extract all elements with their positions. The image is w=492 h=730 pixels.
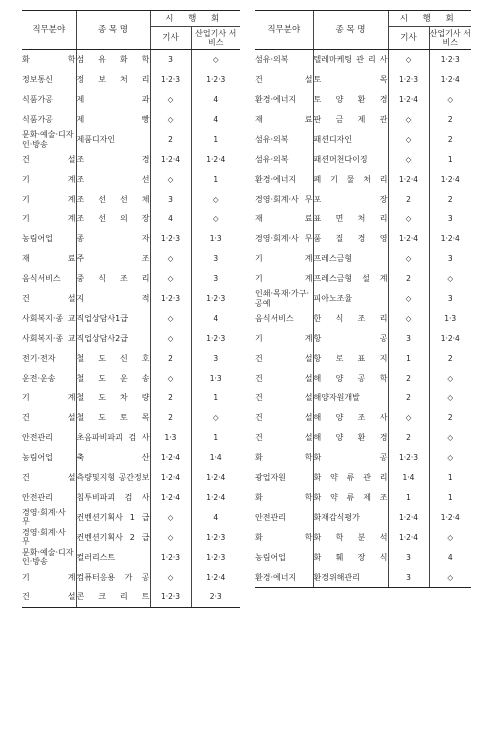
row-sanup: 2 <box>429 130 471 150</box>
row-sanup: 1 <box>191 388 240 408</box>
row-item: 프레스금형 설 계 <box>313 269 388 289</box>
row-item: 조 경 <box>76 149 150 169</box>
row-sanup: 2·3 <box>191 587 240 607</box>
row-field: 건 설 <box>22 413 76 423</box>
row-item: 항 로 표 지 <box>313 348 388 368</box>
row-gisa: ◇ <box>388 249 429 269</box>
row-field: 인쇄·목재·가구·공예 <box>255 289 309 308</box>
row-sanup: 2 <box>429 189 471 209</box>
table-row <box>22 507 240 527</box>
row-sanup: 1·2·3 <box>191 289 240 309</box>
row-field: 환경·에너지 <box>255 174 297 184</box>
row-sanup: 3 <box>191 348 240 368</box>
table-row <box>255 547 471 567</box>
row-gisa: 1·2·3 <box>388 70 429 90</box>
table-row <box>22 169 240 189</box>
row-field: 섬유·의복 <box>255 154 289 164</box>
row-sanup: 1·2·3 <box>429 50 471 70</box>
row-item: 화 훼 장 식 <box>313 547 388 567</box>
table-row <box>255 90 471 110</box>
row-field: 건 설 <box>255 75 313 85</box>
row-item: 피아노조율 <box>313 289 388 309</box>
row-item: 철 도 토 목 <box>76 408 150 428</box>
table-row <box>255 448 471 468</box>
row-sanup: ◇ <box>191 408 240 428</box>
table-row <box>22 309 240 329</box>
row-field: 농림어업 <box>22 234 53 244</box>
row-item: 토 양 환 경 <box>313 90 388 110</box>
row-sanup: 1 <box>429 488 471 508</box>
row-sanup: 1·3 <box>429 309 471 329</box>
row-sanup: ◇ <box>429 368 471 388</box>
table-row <box>22 149 240 169</box>
row-sanup: 4 <box>191 90 240 110</box>
row-item: 해 양 환 경 <box>313 428 388 448</box>
table-row <box>255 368 471 388</box>
row-sanup: 1·2·4 <box>429 169 471 189</box>
table-row <box>255 428 471 448</box>
row-gisa: 2 <box>150 388 191 408</box>
row-sanup: 1·2·4 <box>191 149 240 169</box>
row-item: 화 약 류 제 조 <box>313 488 388 508</box>
table-row <box>22 547 240 567</box>
row-item: 표 면 처 리 <box>313 209 388 229</box>
row-field: 건 설 <box>22 294 76 304</box>
row-gisa: 4 <box>150 209 191 229</box>
row-item: 철 도 차 량 <box>76 388 150 408</box>
exam-schedule-table-right <box>255 10 471 588</box>
row-gisa: 1·2·3 <box>388 448 429 468</box>
table-row <box>22 328 240 348</box>
row-item: 해 양 공 학 <box>313 368 388 388</box>
row-sanup: 1·2·3 <box>191 70 240 90</box>
header-exam: 시 행 회 <box>388 11 471 27</box>
row-field: 경영·회계·사 무 <box>22 528 66 547</box>
row-item: 화 학 분 석 <box>313 527 388 547</box>
table-row <box>255 110 471 130</box>
row-item: 화 공 <box>313 448 388 468</box>
row-field: 기 계 <box>22 194 76 204</box>
table-row <box>22 289 240 309</box>
header-field: 직무분야 <box>255 11 313 50</box>
row-item: 조 선 의 장 <box>76 209 150 229</box>
row-field: 사회복지·종 교 <box>22 333 76 343</box>
table-row <box>255 289 471 309</box>
row-field: 건 설 <box>22 154 76 164</box>
header-item: 종 목 명 <box>76 11 150 50</box>
row-item: 품 질 경 영 <box>313 229 388 249</box>
table-row <box>22 110 240 130</box>
row-field: 문화·예술·디자인·방송 <box>22 130 74 149</box>
row-field: 건 설 <box>255 393 313 403</box>
header-field: 직무분야 <box>22 11 76 50</box>
row-gisa: 1·2·3 <box>150 229 191 249</box>
row-item: 컨벤션기획사 2 급 <box>76 527 150 547</box>
row-field: 화 학 <box>255 453 313 463</box>
table-row <box>255 169 471 189</box>
header-sanup: 산업기사 서비스 <box>429 27 471 50</box>
table-row <box>255 149 471 169</box>
row-field: 화 학 <box>22 55 76 65</box>
table-row <box>255 408 471 428</box>
row-gisa: 2 <box>388 428 429 448</box>
row-field: 화 학 <box>255 532 313 542</box>
row-sanup: 2 <box>429 110 471 130</box>
row-item: 컬러리스트 <box>76 547 150 567</box>
row-gisa: ◇ <box>388 130 429 150</box>
row-gisa: 3 <box>388 328 429 348</box>
header-item: 종 목 명 <box>313 11 388 50</box>
table-row <box>22 587 240 607</box>
table-row <box>22 448 240 468</box>
row-item: 지 적 <box>76 289 150 309</box>
row-item: 제 과 <box>76 90 150 110</box>
row-gisa: ◇ <box>150 328 191 348</box>
row-gisa: 1·2·3 <box>150 70 191 90</box>
row-field: 기 계 <box>22 393 76 403</box>
row-field: 환경·에너지 <box>255 95 297 105</box>
row-sanup: ◇ <box>429 90 471 110</box>
row-field: 식품가공 <box>22 95 53 105</box>
row-field: 안전관리 <box>255 512 286 522</box>
row-item: 측량및지형 공간정보 <box>76 468 150 488</box>
row-item: 항 공 <box>313 328 388 348</box>
row-field: 기 계 <box>255 274 313 284</box>
row-gisa: 1·2·4 <box>388 507 429 527</box>
table-row <box>22 468 240 488</box>
row-sanup: 3 <box>429 209 471 229</box>
row-sanup: ◇ <box>191 50 240 70</box>
row-gisa: ◇ <box>150 527 191 547</box>
row-gisa: ◇ <box>150 90 191 110</box>
row-sanup: ◇ <box>429 567 471 587</box>
row-item: 정 보 처 리 <box>76 70 150 90</box>
table-row <box>255 70 471 90</box>
row-item: 제 빵 <box>76 110 150 130</box>
row-sanup: 1·2·4 <box>429 507 471 527</box>
table-row <box>22 488 240 508</box>
row-field: 광업자원 <box>255 473 286 483</box>
row-field: 경영·회계·사 무 <box>22 508 66 527</box>
row-field: 운전·운송 <box>22 373 56 383</box>
exam-schedule-table-left <box>22 10 240 608</box>
table-row <box>255 249 471 269</box>
row-item: 제품디자인 <box>76 130 150 150</box>
row-field: 섬유·의복 <box>255 55 289 65</box>
table-row <box>255 527 471 547</box>
row-sanup: ◇ <box>191 189 240 209</box>
row-item: 종 자 <box>76 229 150 249</box>
row-field: 사회복지·종 교 <box>22 313 76 323</box>
row-gisa: 1·2·4 <box>388 90 429 110</box>
table-row <box>22 189 240 209</box>
row-item: 해양자원개발 <box>313 388 388 408</box>
row-field: 섬유·의복 <box>255 134 289 144</box>
row-sanup: 1 <box>429 149 471 169</box>
row-item: 한 식 조 리 <box>313 309 388 329</box>
row-gisa: ◇ <box>150 169 191 189</box>
row-sanup: ◇ <box>429 388 471 408</box>
row-gisa: 1·2·4 <box>388 169 429 189</box>
row-field: 기 계 <box>22 572 76 582</box>
row-gisa: ◇ <box>388 149 429 169</box>
table-row <box>22 70 240 90</box>
row-field: 안전관리 <box>22 492 53 502</box>
table-row <box>255 50 471 70</box>
header-exam: 시 행 회 <box>150 11 240 27</box>
row-item: 철 도 운 송 <box>76 368 150 388</box>
row-item: 프레스금형 <box>313 249 388 269</box>
row-field: 음식서비스 <box>255 313 294 323</box>
header-sanup: 산업기사 서비스 <box>191 27 240 50</box>
row-item: 해 양 조 사 <box>313 408 388 428</box>
row-sanup: 4 <box>191 309 240 329</box>
row-gisa: ◇ <box>388 408 429 428</box>
row-item: 섬 유 화 학 <box>76 50 150 70</box>
row-sanup: 1·3 <box>191 368 240 388</box>
table-row <box>22 130 240 150</box>
row-sanup: 1·4 <box>191 448 240 468</box>
row-sanup: 1·2·4 <box>429 328 471 348</box>
table-row <box>255 488 471 508</box>
row-item: 패션머천다이징 <box>313 149 388 169</box>
table-row <box>255 507 471 527</box>
row-item: 중 식 조 리 <box>76 269 150 289</box>
table-row <box>22 209 240 229</box>
row-gisa: 3 <box>388 547 429 567</box>
row-sanup: 2 <box>429 348 471 368</box>
row-item: 텔레마케팅 관 리 사 <box>313 50 388 70</box>
row-field: 안전관리 <box>22 433 53 443</box>
row-gisa: 2 <box>388 269 429 289</box>
header-gisa: 기사 <box>150 27 191 50</box>
row-item: 조 선 <box>76 169 150 189</box>
table-row <box>255 309 471 329</box>
row-field: 경영·회계·사 무 <box>255 234 313 244</box>
row-gisa: 2 <box>388 189 429 209</box>
row-gisa: ◇ <box>150 269 191 289</box>
table-row <box>22 388 240 408</box>
row-item: 직업상담사2급 <box>76 328 150 348</box>
row-gisa: ◇ <box>388 309 429 329</box>
row-item: 화재감식평가 <box>313 507 388 527</box>
row-field: 건 설 <box>255 413 313 423</box>
row-gisa: 2 <box>150 408 191 428</box>
row-item: 축 산 <box>76 448 150 468</box>
row-sanup: 1 <box>191 130 240 150</box>
row-gisa: ◇ <box>150 507 191 527</box>
row-item: 컴퓨터응용 가 공 <box>76 567 150 587</box>
row-field: 기 계 <box>255 333 313 343</box>
row-field: 건 설 <box>22 587 76 607</box>
row-gisa: 1·2·4 <box>388 527 429 547</box>
table-row <box>255 388 471 408</box>
row-gisa: 2 <box>388 368 429 388</box>
row-gisa: ◇ <box>150 567 191 587</box>
row-sanup: 4 <box>191 507 240 527</box>
row-field: 건 설 <box>255 353 313 363</box>
table-row <box>255 209 471 229</box>
row-sanup: 3 <box>429 249 471 269</box>
row-gisa: ◇ <box>388 110 429 130</box>
row-item: 주 조 <box>76 249 150 269</box>
row-sanup: 1·2·4 <box>191 567 240 587</box>
row-sanup: 1 <box>191 169 240 189</box>
row-gisa: 1 <box>388 488 429 508</box>
row-gisa: 3 <box>150 50 191 70</box>
table-row <box>255 229 471 249</box>
row-gisa: 1·2·4 <box>150 448 191 468</box>
row-sanup: 1·2·3 <box>191 547 240 567</box>
row-gisa: 3 <box>388 567 429 587</box>
row-field: 전기·전자 <box>22 353 56 363</box>
row-sanup: 1·2·3 <box>191 527 240 547</box>
row-field: 환경·에너지 <box>255 567 313 587</box>
row-gisa: ◇ <box>150 249 191 269</box>
table-row <box>255 468 471 488</box>
table-row <box>22 269 240 289</box>
table-row <box>22 408 240 428</box>
row-sanup: ◇ <box>429 527 471 547</box>
table-row <box>255 130 471 150</box>
row-field: 경영·회계·사 무 <box>255 194 313 204</box>
row-item: 화 약 류 관 리 <box>313 468 388 488</box>
row-field: 건 설 <box>255 433 313 443</box>
row-field: 건 설 <box>255 373 313 383</box>
row-sanup: 3 <box>429 289 471 309</box>
row-gisa: ◇ <box>388 209 429 229</box>
row-sanup: 1 <box>429 468 471 488</box>
row-field: 재 료 <box>22 254 76 264</box>
row-sanup: 3 <box>191 249 240 269</box>
row-field: 재 료 <box>255 115 313 125</box>
row-field: 정보통신 <box>22 75 53 85</box>
row-gisa: ◇ <box>388 50 429 70</box>
row-gisa: 1·2·3 <box>150 547 191 567</box>
row-gisa: 2 <box>150 130 191 150</box>
row-sanup: 1·2·3 <box>191 328 240 348</box>
table-row <box>255 189 471 209</box>
row-gisa: 1·4 <box>388 468 429 488</box>
row-sanup: ◇ <box>429 448 471 468</box>
row-gisa: 1 <box>388 348 429 368</box>
table-row <box>255 567 471 587</box>
row-sanup: 2 <box>429 408 471 428</box>
row-field: 화 학 <box>255 492 313 502</box>
row-item: 조 선 선 체 <box>76 189 150 209</box>
row-item: 컨벤션기획사 1 급 <box>76 507 150 527</box>
table-row <box>22 229 240 249</box>
table-row <box>255 348 471 368</box>
row-gisa: 2 <box>388 388 429 408</box>
row-item: 포 장 <box>313 189 388 209</box>
row-item: 침투비파괴 검 사 <box>76 488 150 508</box>
table-row <box>22 368 240 388</box>
row-field: 기 계 <box>22 174 76 184</box>
row-sanup: 1·2·4 <box>429 70 471 90</box>
table-row <box>22 50 240 70</box>
row-sanup: ◇ <box>429 269 471 289</box>
row-gisa: 1·2·4 <box>150 488 191 508</box>
header-gisa: 기사 <box>388 27 429 50</box>
row-field: 건 설 <box>22 473 76 483</box>
row-sanup: 1·2·4 <box>191 468 240 488</box>
row-item: 판 금 제 관 <box>313 110 388 130</box>
row-gisa: 1·2·3 <box>150 289 191 309</box>
row-field: 기 계 <box>22 214 76 224</box>
row-gisa: ◇ <box>150 309 191 329</box>
row-item: 토 목 <box>313 70 388 90</box>
row-gisa: 1·3 <box>150 428 191 448</box>
row-field: 기 계 <box>255 254 313 264</box>
row-field: 농림어업 <box>22 453 53 463</box>
row-item: 패션디자인 <box>313 130 388 150</box>
row-gisa: 3 <box>150 189 191 209</box>
row-gisa: ◇ <box>150 110 191 130</box>
row-sanup: 1·2·4 <box>191 488 240 508</box>
row-field: 식품가공 <box>22 115 53 125</box>
table-row <box>22 567 240 587</box>
row-item: 직업상담사1급 <box>76 309 150 329</box>
row-sanup: 1·2·4 <box>429 229 471 249</box>
row-sanup: 3 <box>191 269 240 289</box>
row-sanup: 4 <box>191 110 240 130</box>
table-row <box>22 527 240 547</box>
table-row <box>22 249 240 269</box>
row-sanup: 1·3 <box>191 229 240 249</box>
row-sanup: ◇ <box>191 209 240 229</box>
row-item: 초음파비파괴 검 사 <box>76 428 150 448</box>
row-item: 폐 기 물 처 리 <box>313 169 388 189</box>
row-field: 문화·예술·디자인·방송 <box>22 548 74 567</box>
row-gisa: 2 <box>150 348 191 368</box>
row-gisa: ◇ <box>388 289 429 309</box>
row-item: 콘 크 리 트 <box>76 587 150 607</box>
table-row <box>22 90 240 110</box>
row-gisa: ◇ <box>150 368 191 388</box>
table-row <box>22 428 240 448</box>
table-row <box>255 269 471 289</box>
table-row <box>255 328 471 348</box>
row-item: 환경위해관리 <box>313 567 388 587</box>
row-item: 철 도 신 호 <box>76 348 150 368</box>
row-gisa: 1·2·4 <box>150 149 191 169</box>
row-field: 농림어업 <box>255 552 286 562</box>
table-row <box>22 348 240 368</box>
row-gisa: 1·2·3 <box>150 587 191 607</box>
row-gisa: 1·2·4 <box>388 229 429 249</box>
row-sanup: 4 <box>429 547 471 567</box>
row-sanup: ◇ <box>429 428 471 448</box>
row-field: 음식서비스 <box>22 274 61 284</box>
row-sanup: 1 <box>191 428 240 448</box>
row-gisa: 1·2·4 <box>150 468 191 488</box>
row-field: 재 료 <box>255 214 313 224</box>
